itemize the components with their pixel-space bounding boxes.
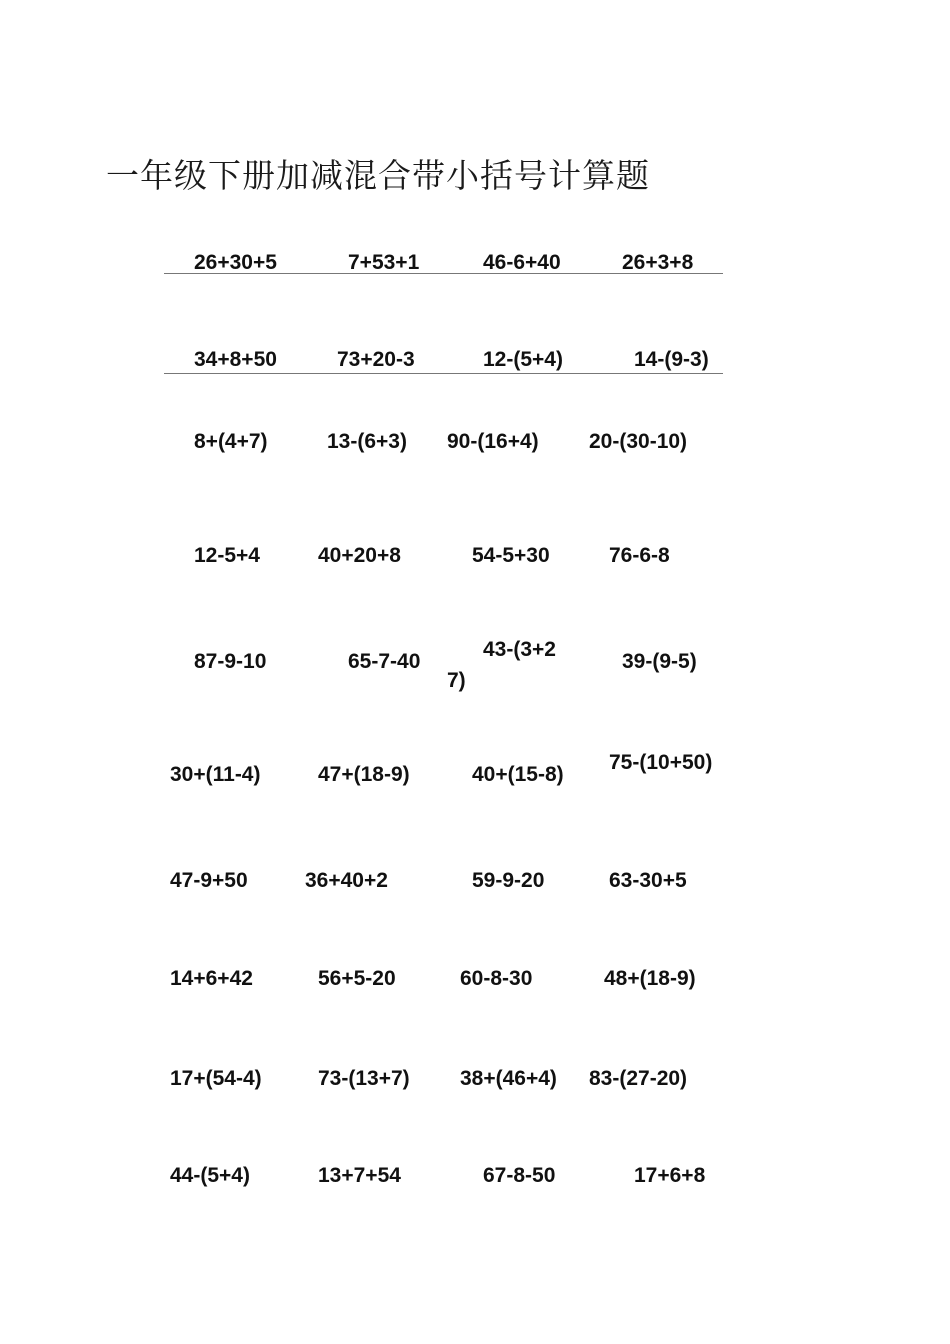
- problem-r9-c2: 73-(13+7): [318, 1067, 410, 1090]
- problem-r2-c4: 14-(9-3): [634, 348, 709, 371]
- row-divider: [164, 373, 723, 374]
- problem-r6-c2: 47+(18-9): [318, 763, 410, 786]
- problem-r10-c2: 13+7+54: [318, 1164, 401, 1187]
- problem-r2-c1: 34+8+50: [194, 348, 277, 371]
- problem-r6-c3: 40+(15-8): [472, 763, 564, 786]
- problem-r6-c1: 30+(11-4): [170, 763, 261, 786]
- problem-r3-c3: 90-(16+4): [447, 430, 539, 453]
- problem-r1-c1: 26+30+5: [194, 251, 277, 274]
- problem-r3-c4: 20-(30-10): [589, 430, 688, 453]
- problem-r7-c4: 63-30+5: [609, 869, 687, 892]
- problem-r8-c2: 56+5-20: [318, 967, 396, 990]
- worksheet-title: 一年级下册加减混合带小括号计算题: [106, 156, 650, 195]
- problem-r4-c1: 12-5+4: [194, 544, 260, 567]
- problem-r8-c1: 14+6+42: [170, 967, 253, 990]
- problem-r7-c1: 47-9+50: [170, 869, 248, 892]
- problem-r2-c2: 73+20-3: [337, 348, 415, 371]
- problem-r8-c3: 60-8-30: [460, 967, 533, 990]
- problem-r4-c2: 40+20+8: [318, 544, 401, 567]
- problem-r5-c2: 65-7-40: [348, 650, 421, 673]
- problem-r1-c2: 7+53+1: [348, 251, 420, 274]
- problem-r10-c3: 67-8-50: [483, 1164, 556, 1187]
- problem-r9-c1: 17+(54-4): [170, 1067, 262, 1090]
- problem-r10-c4: 17+6+8: [634, 1164, 706, 1187]
- problem-r7-c2: 36+40+2: [305, 869, 388, 892]
- problem-r5-c3: 43-(3+27): [447, 638, 556, 692]
- problem-r4-c4: 76-6-8: [609, 544, 670, 567]
- problem-r2-c3: 12-(5+4): [483, 348, 563, 371]
- problem-r3-c1: 8+(4+7): [194, 430, 268, 453]
- problem-r1-c3: 46-6+40: [483, 251, 561, 274]
- problem-r5-c1: 87-9-10: [194, 650, 267, 673]
- problem-r9-c4: 83-(27-20): [589, 1067, 688, 1090]
- problem-r8-c4: 48+(18-9): [604, 967, 696, 990]
- problem-r1-c4: 26+3+8: [622, 251, 694, 274]
- problem-r10-c1: 44-(5+4): [170, 1164, 250, 1187]
- problem-r5-c4: 39-(9-5): [622, 650, 697, 673]
- problem-r9-c3: 38+(46+4): [460, 1067, 557, 1090]
- problem-r6-c4: 75-(10+50): [609, 751, 713, 774]
- problem-r4-c3: 54-5+30: [472, 544, 550, 567]
- problem-r7-c3: 59-9-20: [472, 869, 545, 892]
- problem-r3-c2: 13-(6+3): [327, 430, 407, 453]
